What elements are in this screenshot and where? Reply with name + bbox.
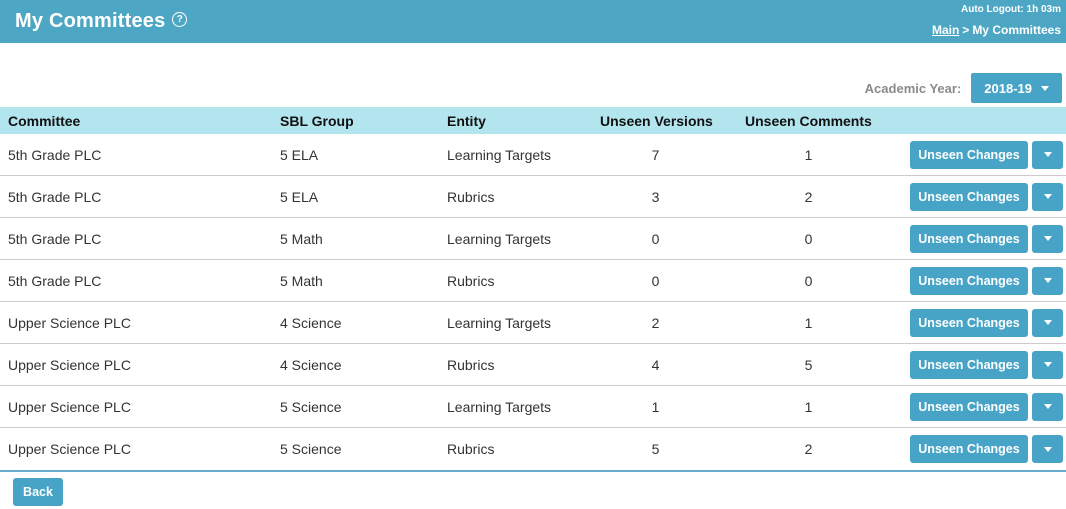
row-actions-cell (905, 309, 1066, 337)
unseen-comments-value: 2 (804, 441, 813, 457)
back-button[interactable]: Back (13, 478, 63, 506)
unseen-changes-button[interactable]: Unseen Changes (910, 225, 1028, 253)
table-row (0, 218, 1066, 260)
committee-cell: 5th Grade PLC (8, 230, 102, 247)
table-row (0, 134, 1066, 176)
sbl-group-cell: 5 ELA (280, 146, 319, 163)
committee-cell: 5th Grade PLC (8, 146, 102, 163)
row-dropdown-button[interactable] (1032, 183, 1063, 211)
chevron-down-icon (1044, 447, 1052, 452)
column-header-unseen-comments: Unseen Comments (745, 112, 872, 129)
page-title (15, 10, 187, 33)
row-actions-cell (905, 393, 1066, 421)
column-header-entity: Entity (447, 112, 486, 129)
breadcrumb (932, 23, 1061, 37)
unseen-versions-value: 0 (651, 272, 660, 289)
table-row (0, 302, 1066, 344)
row-dropdown-button[interactable] (1032, 225, 1063, 253)
unseen-changes-button[interactable]: Unseen Changes (910, 351, 1028, 379)
committee-cell: Upper Science PLC (8, 314, 131, 331)
entity-cell: Learning Targets (447, 398, 552, 415)
filter-bar (0, 43, 1066, 107)
unseen-versions-value: 5 (651, 441, 660, 457)
breadcrumb-current: My Committees (972, 23, 1061, 37)
unseen-comments-cell (745, 231, 905, 247)
committee-cell: Upper Science PLC (8, 441, 131, 457)
sbl-group-cell: 4 Science (280, 314, 342, 331)
unseen-versions-value: 2 (651, 314, 660, 331)
topbar-right (932, 4, 1061, 37)
chevron-down-icon (1044, 152, 1052, 157)
unseen-changes-button[interactable]: Unseen Changes (910, 309, 1028, 337)
column-header-sbl-group: SBL Group (280, 112, 354, 129)
unseen-comments-value: 0 (804, 230, 813, 247)
unseen-versions-value: 3 (651, 188, 660, 205)
sbl-group-cell: 5 Science (280, 441, 342, 457)
unseen-versions-value: 1 (651, 398, 660, 415)
unseen-comments-cell (745, 441, 905, 457)
row-actions-cell (905, 267, 1066, 295)
column-header-committee: Committee (8, 112, 81, 129)
chevron-down-icon (1044, 362, 1052, 367)
entity-cell: Rubrics (447, 441, 495, 457)
committees-table (0, 107, 1066, 472)
auto-logout-timer: Auto Logout: 1h 03m (961, 4, 1061, 15)
committee-cell: Upper Science PLC (8, 398, 131, 415)
unseen-changes-button[interactable]: Unseen Changes (910, 141, 1028, 169)
unseen-changes-button[interactable]: Unseen Changes (910, 393, 1028, 421)
unseen-comments-cell (745, 399, 905, 415)
unseen-versions-value: 4 (651, 356, 660, 373)
row-dropdown-button[interactable] (1032, 435, 1063, 463)
unseen-comments-value: 2 (804, 188, 813, 205)
row-dropdown-button[interactable] (1032, 351, 1063, 379)
chevron-down-icon (1044, 320, 1052, 325)
table-row (0, 344, 1066, 386)
unseen-versions-value: 0 (651, 230, 660, 247)
unseen-comments-value: 1 (804, 398, 813, 415)
sbl-group-cell: 4 Science (280, 356, 342, 373)
sbl-group-cell: 5 Math (280, 272, 323, 289)
help-icon[interactable]: ? (172, 12, 187, 27)
table-row (0, 176, 1066, 218)
chevron-down-icon (1044, 404, 1052, 409)
unseen-versions-cell (600, 231, 745, 247)
row-actions-cell (905, 435, 1066, 463)
table-row (0, 428, 1066, 470)
entity-cell: Learning Targets (447, 230, 552, 247)
chevron-down-icon (1044, 236, 1052, 241)
table-row (0, 386, 1066, 428)
unseen-changes-button[interactable]: Unseen Changes (910, 267, 1028, 295)
sbl-group-cell: 5 ELA (280, 188, 319, 205)
unseen-versions-cell (600, 189, 745, 205)
chevron-down-icon (1044, 194, 1052, 199)
unseen-versions-cell (600, 147, 745, 163)
unseen-versions-cell (600, 357, 745, 373)
row-actions-cell (905, 351, 1066, 379)
row-dropdown-button[interactable] (1032, 267, 1063, 295)
academic-year-label: Academic Year: (864, 80, 962, 96)
unseen-comments-value: 1 (804, 314, 813, 331)
table-row (0, 260, 1066, 302)
entity-cell: Learning Targets (447, 314, 552, 331)
unseen-comments-cell (745, 189, 905, 205)
sbl-group-cell: 5 Math (280, 230, 323, 247)
row-actions-cell (905, 141, 1066, 169)
row-dropdown-button[interactable] (1032, 393, 1063, 421)
chevron-down-icon (1044, 278, 1052, 283)
committee-cell: 5th Grade PLC (8, 272, 102, 289)
breadcrumb-separator: > (962, 23, 970, 37)
unseen-comments-value: 1 (804, 146, 813, 163)
unseen-versions-value: 7 (651, 146, 660, 163)
row-actions-cell (905, 225, 1066, 253)
unseen-versions-cell (600, 441, 745, 457)
academic-year-dropdown[interactable] (971, 73, 1062, 103)
unseen-changes-button[interactable]: Unseen Changes (910, 183, 1028, 211)
committee-cell: Upper Science PLC (8, 356, 131, 373)
chevron-down-icon (1041, 86, 1049, 91)
top-bar (0, 0, 1066, 43)
entity-cell: Rubrics (447, 356, 495, 373)
unseen-comments-cell (745, 357, 905, 373)
entity-cell: Rubrics (447, 272, 495, 289)
breadcrumb-main-link[interactable]: Main (931, 23, 960, 37)
unseen-comments-value: 5 (804, 356, 813, 373)
unseen-comments-value: 0 (804, 272, 813, 289)
table-header-row (0, 107, 1066, 134)
page-title-text: My Committees (15, 10, 166, 32)
academic-year-group (865, 73, 1062, 103)
unseen-comments-cell (745, 315, 905, 331)
sbl-group-cell: 5 Science (280, 398, 342, 415)
unseen-versions-cell (600, 399, 745, 415)
row-dropdown-button[interactable] (1032, 141, 1063, 169)
entity-cell: Rubrics (447, 188, 495, 205)
row-dropdown-button[interactable] (1032, 309, 1063, 337)
unseen-versions-cell (600, 315, 745, 331)
unseen-versions-cell (600, 273, 745, 289)
committee-cell: 5th Grade PLC (8, 188, 102, 205)
unseen-comments-cell (745, 273, 905, 289)
unseen-changes-button[interactable]: Unseen Changes (910, 435, 1028, 463)
unseen-comments-cell (745, 147, 905, 163)
row-actions-cell (905, 183, 1066, 211)
entity-cell: Learning Targets (447, 146, 552, 163)
column-header-unseen-versions: Unseen Versions (600, 112, 713, 129)
academic-year-value: 2018-19 (984, 80, 1032, 96)
